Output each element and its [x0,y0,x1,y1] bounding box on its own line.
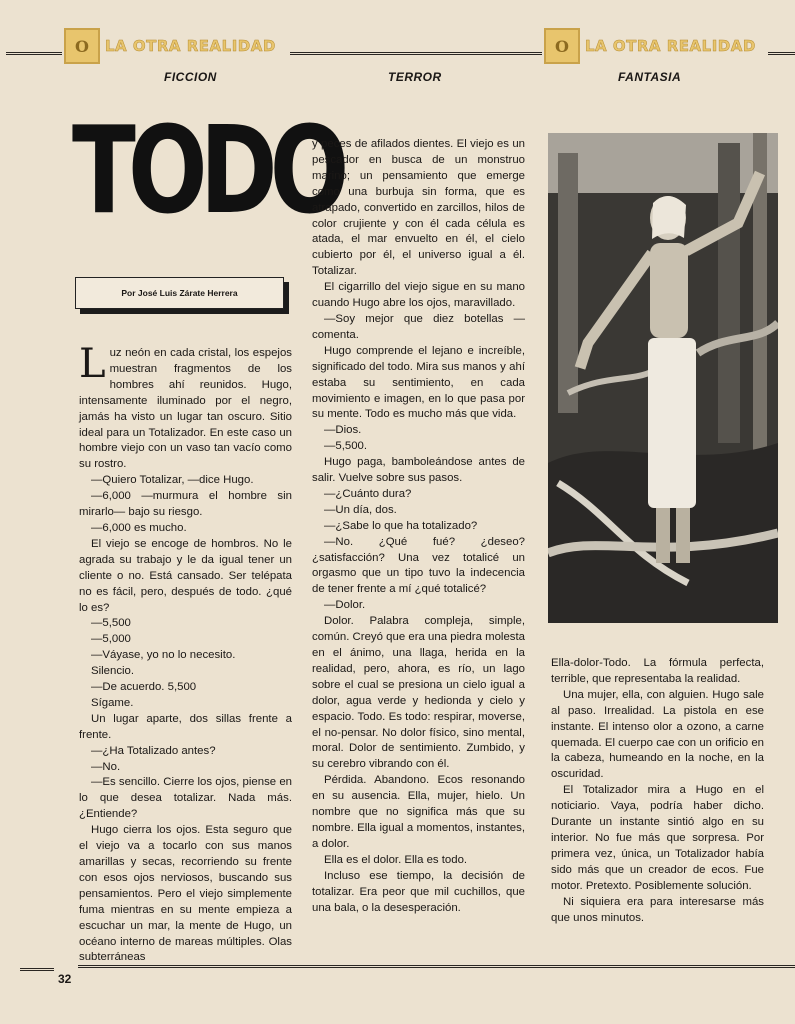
paragraph: Una mujer, ella, con alguien. Hugo sale al paso. Irrealidad. La pistola en ese instante. El intenso olor a ozono, a carne quemada. El cuerpo cae con un orificio en la cabeza, humeando en la noche, en la oscuridad. [551,688,764,781]
drop-cap: L [79,341,106,387]
paragraph: —Dolor. [324,599,366,612]
paragraph: —6,000 es mucho. [91,521,187,534]
brand-emblem-icon: O [544,28,580,64]
paragraph: —¿Ha Totalizado antes? [91,744,216,757]
byline-box [75,277,284,309]
paragraph: —No. ¿Qué fué? ¿deseo? ¿satisfacción? Una vez totalicé un orgasmo que un tipo tuvo la indecencia de tener frente a mí ¿qué totalicé? [312,535,525,596]
brand-emblem-icon: O [64,28,100,64]
paragraph: Ni siquiera era para interesarse más que unos minutos. [551,895,764,924]
genre-terror: TERROR [388,70,442,84]
header-rule-left [6,52,62,55]
text-column-2 [312,137,525,916]
paragraph: —¿Cuánto dura? [324,487,412,500]
brand-logo-left [64,28,276,64]
paragraph: —De acuerdo. 5,500 [91,681,197,694]
byline-text: Por José Luis Zárate Herrera [121,288,238,298]
paragraph: —Váyase, yo no lo necesito. [91,649,236,662]
paragraph: uz neón en cada cristal, los espejos muestran fragmentos de los hombres ahí reunidos. Hugo, intensamente iluminado por el negro, jamás ha visto un lugar tan oscuro. Sitio ideal para un Totalizador. En este caso un hombre viejo con un vaso tan vacío como su rostro. [79,347,292,471]
paragraph: Hugo comprende el lejano e increíble, significado del todo. Mira sus manos y ahí estaba su sentimiento, en cada movimiento e imagen, en lo que pasa por su mente. Todo es mucho más que vida. [312,344,525,421]
paragraph: Ella es el dolor. Ella es todo. [324,853,468,866]
footer-rule-left [20,968,54,971]
footer-rule-right [78,965,795,968]
text-column-3 [551,656,764,926]
paragraph: El viejo se encoge de hombros. No le agrada su trabajo y le da igual tener un cliente o no. Está cansado. Ser telépata no es fácil, pero, después de todo. ¿qué lo es? [79,537,292,614]
brand-logo-right [544,28,756,64]
brand-name: LA OTRA REALIDAD [585,37,756,55]
paragraph: Hugo cierra los ojos. Esta seguro que el viejo va a tocarlo con sus manos amarillas y secas, recorriendo su frente con esos ojos nerviosos, buscando sus pensamientos. Pero el viejo simplemente fuma mientras en su mente empieza a escuchar un mar, la mente de Hugo, un océano interno de mareas múltiples. Olas subterráneas [79,824,292,964]
article-title: TODO [72,102,342,241]
paragraph: —No. [91,760,121,773]
genre-fantasia: FANTASIA [618,70,682,84]
page-number: 32 [58,972,72,986]
paragraph: —Un día, dos. [324,503,397,516]
paragraph: El cigarrillo del viejo sigue en su mano cuando Hugo abre los ojos, maravillado. [312,281,525,310]
paragraph: Silencio. [91,665,135,678]
paragraph: Hugo paga, bamboleándose antes de salir. Vuelve sobre sus pasos. [312,456,525,485]
paragraph: —5,000 [91,633,131,646]
paragraph: Incluso ese tiempo, la decisión de totalizar. Era peor que mil cuchillos, que una bala, o la desesperación. [312,869,525,914]
paragraph: —5,500 [91,617,131,630]
paragraph: —Quiero Totalizar, —dice Hugo. [91,474,254,487]
genre-ficcion: FICCION [164,70,217,84]
paragraph: —5,500. [324,440,368,453]
paragraph: —¿Sabe lo que ha totalizado? [324,519,478,532]
text-column-1 [79,341,292,966]
paragraph: Un lugar aparte, dos sillas frente a frente. [79,712,292,741]
paragraph: Dolor. Palabra compleja, simple, común. Creyó que era una piedra molesta en el ánimo, una llaga, herida en la realidad, pero, ahora, es río, un lago sobre el cual se presiona un cielo igual a dolor, agua verde y hedionda y cielo y espacio. Todo. Es todo: respirar, moverse, el no-pensar. No dolor físico, sino mental, moral. Dolor de sentimiento. Zumbido, y su cerebro vibrando con él. [312,615,525,771]
illustration-man-in-forest [548,133,778,623]
paragraph: Ella-dolor-Todo. La fórmula perfecta, terrible, que representaba la realidad. [551,657,764,685]
header-rule-right [768,52,795,55]
paragraph: y peces de afilados dientes. El viejo es un pescador en busca de un monstruo marino; un pensamiento que emerge como una burbuja sin forma, que es atrapado, convertido en zarcillos, hilos de color crujiente y con él cada célula es atada, el mar envuelto en él, el cielo cubierto por él, el universo igual a él. Totalizar. [312,138,525,278]
paragraph: Pérdida. Abandono. Ecos resonando en su ausencia. Ella, mujer, hielo. Un nombre que no significa más que su nombre. Ella igual a momentos, instantes, a dolor. [312,774,525,850]
paragraph: El Totalizador mira a Hugo en el noticiario. Vaya, podría haber dicho. Durante un instante sintió algo en su interior. No fue más que sorpresa. Por primera vez, única, un Totalizador había sido más que un creador de ecos. Fue motor. Pretexto. Posiblemente solución. [551,784,764,892]
paragraph: —Es sencillo. Cierre los ojos, piense en lo que desea totalizar. Nada más. ¿Entiende? [79,776,292,821]
paragraph: —Dios. [324,424,362,437]
paragraph: —Soy mejor que diez botellas —comenta. [312,312,525,341]
brand-name: LA OTRA REALIDAD [105,37,276,55]
paragraph: Sígame. [91,696,134,709]
paragraph: —6,000 —murmura el hombre sin mirarlo— bajo su riesgo. [79,490,292,519]
header-rule-middle [290,52,542,55]
